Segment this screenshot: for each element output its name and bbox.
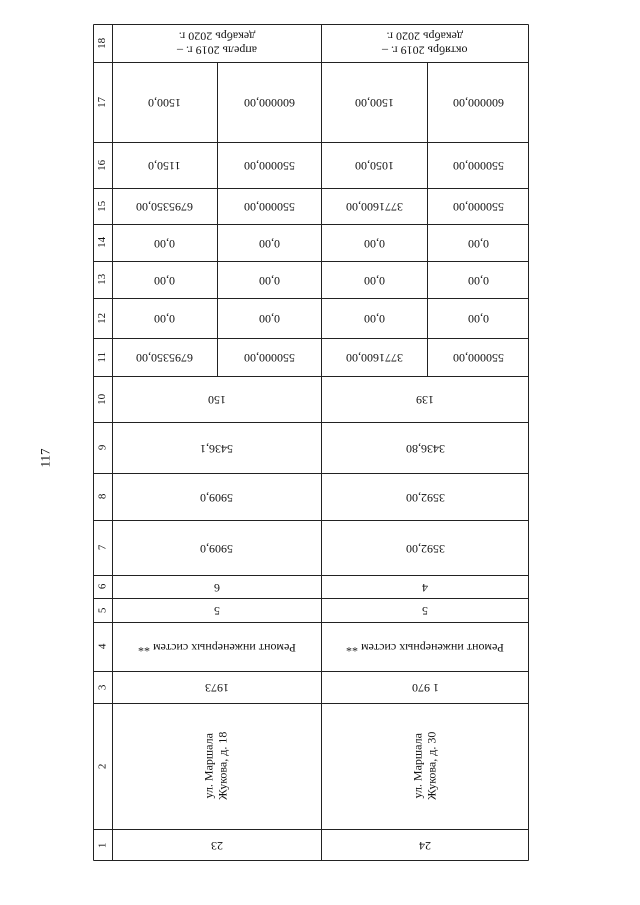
row-23-cell-12-1-text: 0,00 [154,311,175,326]
row-23-cell-11-1-text: 6795350,00 [136,350,193,365]
row-24-cell-10-text: 139 [416,392,434,407]
column-number-15-text: 15 [96,200,109,212]
row-24-cell-12-1-text: 0,00 [363,311,385,326]
column-number-17-text: 17 [96,96,109,108]
row-24-cell-3-text: 1 970 [411,680,439,695]
row-23-cell-7-text: 5909,0 [200,541,233,556]
row-24-cell-13-2-text: 0,00 [467,273,489,288]
row-24-cell-11-2-text: 550000,00 [452,350,504,365]
row-24-cell-16-2-text: 550000,00 [452,158,504,173]
row-24-cell-16-1-text: 1050,00 [354,158,394,173]
column-number-16-text: 16 [96,159,109,171]
row-24-cell-9-text: 3436,80 [405,441,445,456]
capital-repair-table [93,24,529,861]
row-23-period-text: декабрь 2020 г. [178,30,255,44]
row-24-cell-15-2-text: 550000,00 [452,199,504,214]
column-number-5-text: 5 [96,607,109,613]
row-23-cell-16-2-text: 550000,00 [243,158,295,173]
row-23-cell-15-2-text: 550000,00 [243,199,295,214]
row-23-cell-14-1-text: 0,00 [154,236,175,251]
row-23-cell-17-2-text: 600000,00 [243,95,295,110]
row-24-cell-6-text: 4 [422,580,428,595]
column-number-3-text: 3 [96,684,109,690]
row-24-cell-8-text: 3592,00 [405,490,445,505]
column-number-4-text: 4 [96,643,109,650]
row-23-cell-11-2-text: 550000,00 [243,350,295,365]
row-24-address-text: ул. Маршала [410,733,425,799]
row-23-cell-15-1-text: 6795350,00 [136,199,193,214]
row-23-cell-16-1-text: 1150,0 [148,158,181,173]
row-24-address-text: Жукова, д. 30 [423,731,438,801]
column-number-11-text: 11 [96,351,109,363]
row-23-cell-9-text: 5436,1 [200,441,233,456]
row-24-period-text: декабрь 2020 г. [386,30,464,44]
row-24-period-text: октябрь 2019 г. – [382,43,468,58]
row-23-address-text: ул. Маршала [201,733,216,799]
row-23-cell-3-text: 1973 [204,680,229,695]
table-grid-lines [93,24,529,861]
row-23-period-text: апрель 2019 г. – [176,43,257,58]
row-24-cell-1-text: 24 [419,838,431,853]
row-23-cell-5-text: 5 [213,603,220,618]
row-23-cell-10-text: 150 [207,392,226,407]
row-24-cell-11-1-text: 3771600,00 [345,350,403,365]
row-23-cell-4-text: Ремонт инженерных систем ** [137,640,296,655]
column-number-10-text: 10 [96,393,109,405]
row-23-cell-8-text: 5909,0 [200,490,233,505]
column-number-6-text: 6 [96,583,109,590]
row-24-cell-17-2-text: 600000,00 [452,95,504,110]
column-number-8-text: 8 [96,493,109,500]
row-24-cell-15-1-text: 3771600,00 [345,199,403,214]
column-number-1-text: 1 [96,842,109,848]
column-number-7-text: 7 [96,544,109,551]
row-24-cell-12-2-text: 0,00 [467,311,489,326]
row-24-cell-13-1-text: 0,00 [363,273,385,288]
row-23-cell-6-text: 6 [213,580,220,595]
row-23-cell-12-2-text: 0,00 [258,311,280,326]
row-24-cell-17-1-text: 1500,00 [354,95,394,110]
row-24-cell-14-1-text: 0,00 [363,236,385,251]
column-number-12-text: 12 [96,312,109,324]
column-number-2-text: 2 [96,763,109,769]
row-23-cell-17-1-text: 1500,0 [148,95,181,110]
column-number-13-text: 13 [96,273,109,285]
row-24-cell-14-2-text: 0,00 [467,236,489,251]
row-23-cell-13-2-text: 0,00 [258,273,280,288]
row-23-address-text: Жукова, д. 18 [215,731,230,801]
column-number-14-text: 14 [96,236,109,248]
column-number-18-text: 18 [96,37,109,49]
row-24-cell-7-text: 3592,00 [405,541,445,556]
column-number-9-text: 9 [96,444,109,451]
row-23-cell-14-2-text: 0,00 [258,236,280,251]
row-24-cell-5-text: 5 [422,603,428,618]
row-23-cell-1-text: 23 [210,838,223,853]
row-23-cell-13-1-text: 0,00 [154,273,175,288]
page-number: 117 [38,448,53,468]
row-24-cell-4-text: Ремонт инженерных систем ** [346,640,504,655]
